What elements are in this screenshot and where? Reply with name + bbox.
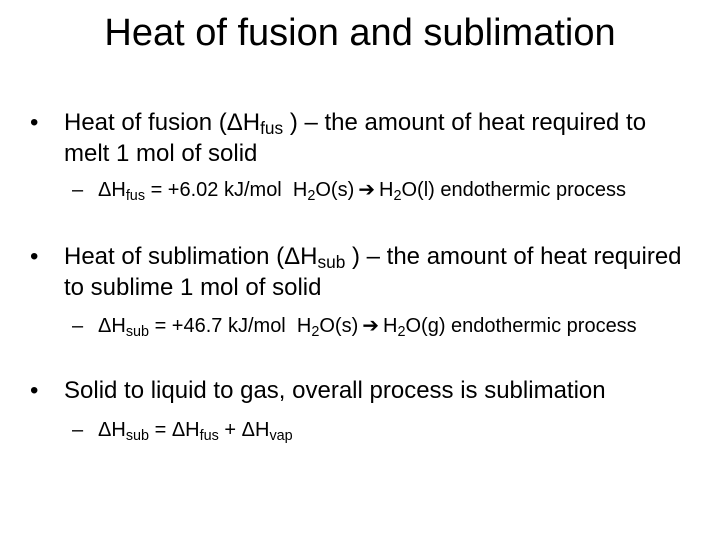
bullet-overall-process (30, 376, 710, 406)
sub-bullet-fusion-value: – ΔHfus = +6.02 kJ/mol H2O(s) ➔ H2O(l) endothermic process (72, 179, 627, 204)
slide-title: Heat of fusion and sublimation (104, 12, 616, 54)
arrow-icon: ➔ (362, 315, 380, 337)
bullet-text: Solid to liquid to gas, overall process is sublimation (64, 377, 606, 404)
dash: – (72, 179, 84, 201)
dash: – (72, 315, 84, 337)
sub-bullet-sublimation-value: – ΔHsub = +46.7 kJ/mol H2O(s) ➔ H2O(g) endothermic process (72, 315, 637, 340)
bullet-text: Heat of sublimation (ΔHsub ) – the amount of heat required to sublime 1 mol of solid (64, 243, 682, 301)
bullet-text: Heat of fusion (ΔHfus ) – the amount of heat required to melt 1 mol of solid (64, 109, 647, 167)
sub-bullet-hess-sum: – ΔHsub = ΔHfus + ΔHvap (72, 419, 293, 444)
dash: – (72, 419, 84, 441)
bullet-dot: • (30, 109, 39, 136)
bullet-heat-of-fusion (30, 108, 690, 169)
arrow-icon: ➔ (358, 179, 376, 201)
bullet-dot: • (30, 243, 39, 270)
bullet-dot: • (30, 377, 39, 404)
bullet-heat-of-sublimation (30, 242, 690, 303)
